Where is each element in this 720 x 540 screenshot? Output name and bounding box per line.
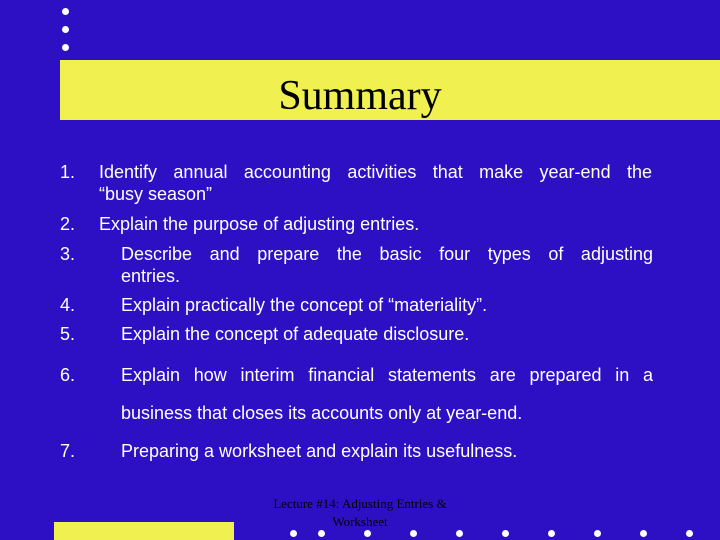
item-number: 5.	[60, 324, 76, 344]
footer-bar	[54, 522, 234, 540]
item-text-line: “busy season”	[99, 184, 213, 204]
item-text	[121, 440, 653, 462]
decor-dot	[456, 530, 463, 537]
item-text-line: entries.	[121, 266, 181, 286]
item-text	[99, 161, 652, 205]
item-text	[121, 294, 653, 316]
item-text	[99, 213, 652, 235]
item-number: 3.	[60, 244, 76, 264]
slide-footer	[250, 495, 470, 531]
decor-dot	[62, 44, 69, 51]
footer-line: Worksheet	[332, 514, 388, 529]
decor-dot	[640, 530, 647, 537]
decor-dot	[62, 8, 69, 15]
item-number: 1.	[60, 162, 76, 182]
item-text-line: Identify annual accounting activities that make year-end the	[99, 162, 652, 182]
item-text-line: Describe and prepare the basic four types of adjusting	[121, 244, 653, 264]
item-text	[121, 364, 653, 424]
item-text	[121, 323, 653, 345]
slide-title: Summary	[278, 73, 442, 119]
decor-dot	[410, 530, 417, 537]
item-number: 7.	[60, 441, 76, 461]
item-text-line: Explain the purpose of adjusting entries.	[99, 214, 420, 234]
item-text-line: Explain practically the concept of “materiality”.	[121, 295, 488, 315]
decor-dot	[318, 530, 325, 537]
decor-dot	[290, 530, 297, 537]
item-text-line: business that closes its accounts only at year-end.	[121, 403, 523, 423]
item-text-line: Explain how interim financial statements are prepared in a	[121, 365, 653, 385]
decor-dot	[364, 530, 371, 537]
item-text-line: Preparing a worksheet and explain its usefulness.	[121, 441, 518, 461]
decor-dot	[594, 530, 601, 537]
decor-dot	[502, 530, 509, 537]
decor-dot	[62, 26, 69, 33]
item-text	[121, 243, 653, 287]
item-number: 2.	[60, 214, 76, 234]
decor-dot	[548, 530, 555, 537]
item-number: 6.	[60, 365, 76, 385]
footer-line: Lecture #14: Adjusting Entries &	[273, 496, 447, 511]
item-text-line: Explain the concept of adequate disclosure.	[121, 324, 470, 344]
decor-dot	[686, 530, 693, 537]
title-bar	[60, 60, 720, 120]
item-number: 4.	[60, 295, 76, 315]
